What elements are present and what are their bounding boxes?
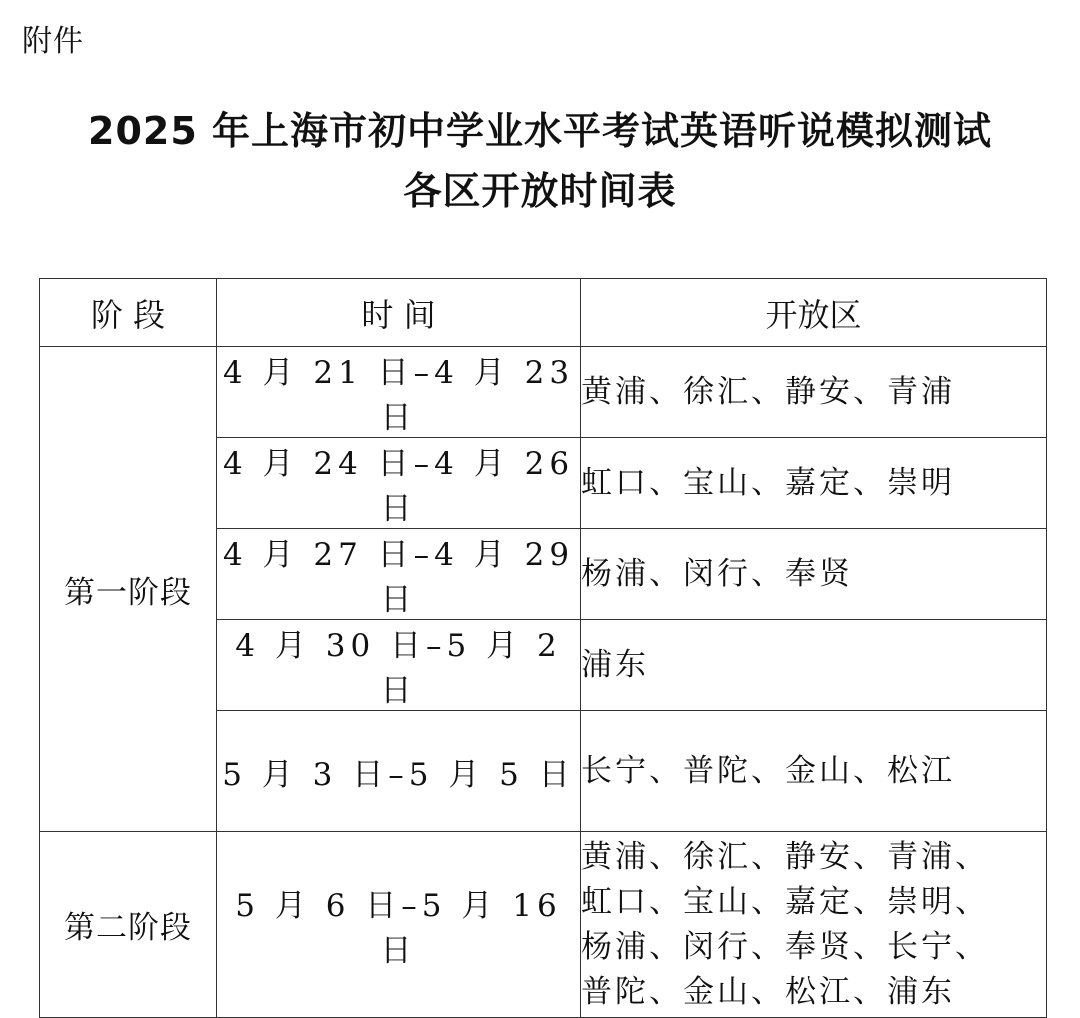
stage-cell: 第一阶段	[40, 347, 217, 832]
area-cell: 杨浦、闵行、奉贤	[581, 529, 1047, 620]
time-cell: 5 月 3 日–5 月 5 日	[217, 711, 581, 832]
area-line: 黄浦、徐汇、静安、青浦、	[581, 838, 989, 875]
document-title-line-2: 各区开放时间表	[403, 169, 677, 213]
table-header-row	[40, 279, 1047, 347]
time-cell: 4 月 24 日–4 月 26 日	[217, 438, 581, 529]
area-cell: 浦东	[581, 620, 1047, 711]
header-area: 开放区	[581, 279, 1047, 347]
area-line: 杨浦、闵行、奉贤、长宁、	[581, 928, 989, 965]
table-row	[40, 832, 1047, 1018]
time-cell: 5 月 6 日–5 月 16 日	[217, 832, 581, 1018]
area-cell: 虹口、宝山、嘉定、崇明	[581, 438, 1047, 529]
table-row	[40, 347, 1047, 438]
area-cell	[581, 832, 1047, 1018]
area-cell: 长宁、普陀、金山、松江	[581, 711, 1047, 832]
schedule-table	[39, 278, 1047, 1018]
document-title-line-1: 2025 年上海市初中学业水平考试英语听说模拟测试	[88, 109, 992, 153]
header-time: 时 间	[217, 279, 581, 347]
time-cell: 4 月 30 日–5 月 2 日	[217, 620, 581, 711]
time-cell: 4 月 27 日–4 月 29 日	[217, 529, 581, 620]
area-line: 虹口、宝山、嘉定、崇明、	[581, 883, 989, 920]
attachment-label: 附件	[22, 24, 84, 59]
area-line: 普陀、金山、松江、浦东	[581, 973, 955, 1010]
area-cell: 黄浦、徐汇、静安、青浦	[581, 347, 1047, 438]
header-stage: 阶 段	[40, 279, 217, 347]
time-cell: 4 月 21 日–4 月 23 日	[217, 347, 581, 438]
stage-cell: 第二阶段	[40, 832, 217, 1018]
